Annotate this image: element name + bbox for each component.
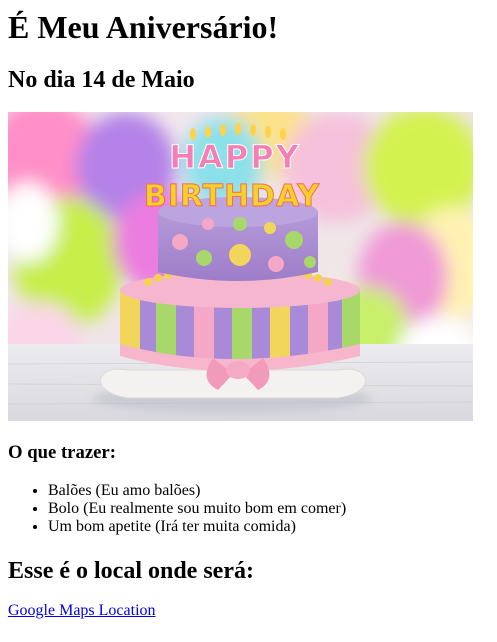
list-item: • Balões (Eu amo balões) (48, 482, 346, 500)
list-item: • Um bom apetite (Irá ter muita comida) (48, 518, 346, 536)
date-heading: No dia 14 de Maio (8, 67, 195, 93)
candle-text-birthday: BIRTHDAY (143, 179, 321, 214)
google-maps-link[interactable]: Google Maps Location (8, 602, 156, 619)
birthday-cake-image (8, 112, 473, 421)
bring-list (8, 482, 346, 536)
list-item: • Bolo (Eu realmente sou muito bom em comer) (48, 500, 346, 518)
bring-heading: O que trazer: (8, 442, 116, 463)
page-title: É Meu Aniversário! (8, 9, 279, 45)
candle-text-happy: HAPPY (169, 138, 301, 176)
location-heading: Esse é o local onde será: (8, 558, 254, 584)
